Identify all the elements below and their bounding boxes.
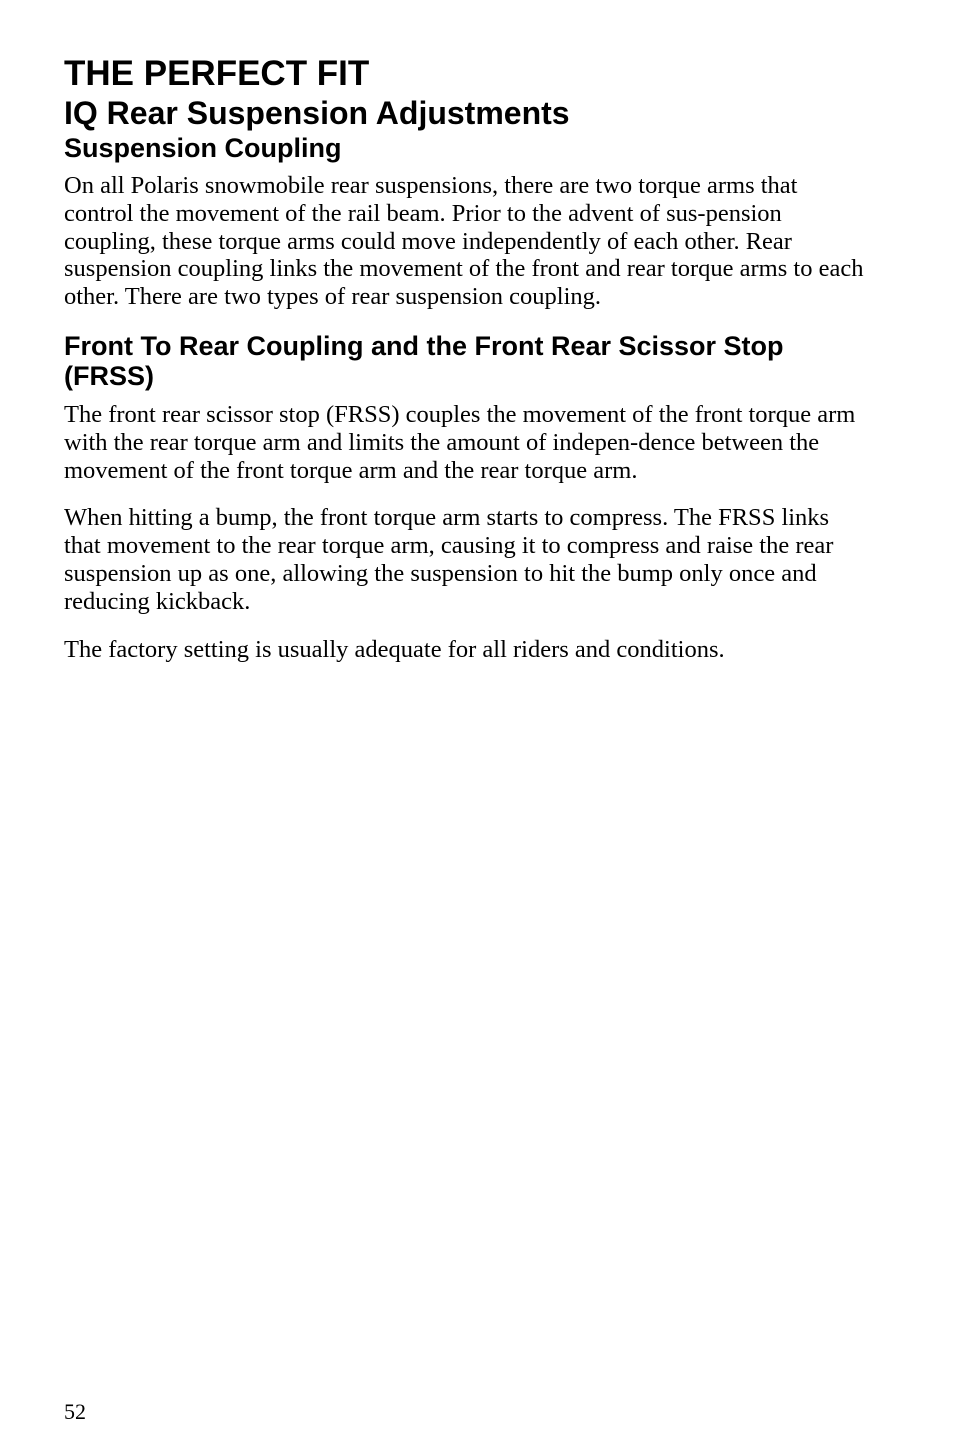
page-title: THE PERFECT FIT	[64, 54, 370, 93]
paragraph-frss-intro: The front rear scissor stop (FRSS) couples the movement of the front torque arm with the rear torque arm and limits the amount of indepen-dence between the movement of the front torque arm and the rear torque arm.	[64, 400, 856, 484]
section-heading-frss: Front To Rear Coupling and the Front Rear Scissor Stop (FRSS)	[64, 330, 784, 391]
paragraph-frss-factory-setting: The factory setting is usually adequate for all riders and conditions.	[64, 635, 725, 663]
paragraph-suspension-coupling: On all Polaris snowmobile rear suspensions, there are two torque arms that control the movement of the rail beam. Prior to the advent of sus-pension coupling, these torque arms could move independently of each other. Rear suspension coupling links the movement of the front and rear torque arms to each other. There are two types of rear suspension coupling.	[64, 172, 864, 311]
paragraph-frss-bump: When hitting a bump, the front torque arm starts to compress. The FRSS links that movement to the rear torque arm, causing it to compress and raise the rear suspension up as one, allowing the suspension to hit the bump only once and reducing kickback.	[64, 504, 834, 615]
page-number: 52	[64, 1399, 86, 1424]
document-page	[64, 54, 864, 683]
page-subtitle: IQ Rear Suspension Adjustments	[64, 95, 570, 131]
section-heading-suspension-coupling: Suspension Coupling	[64, 133, 342, 163]
